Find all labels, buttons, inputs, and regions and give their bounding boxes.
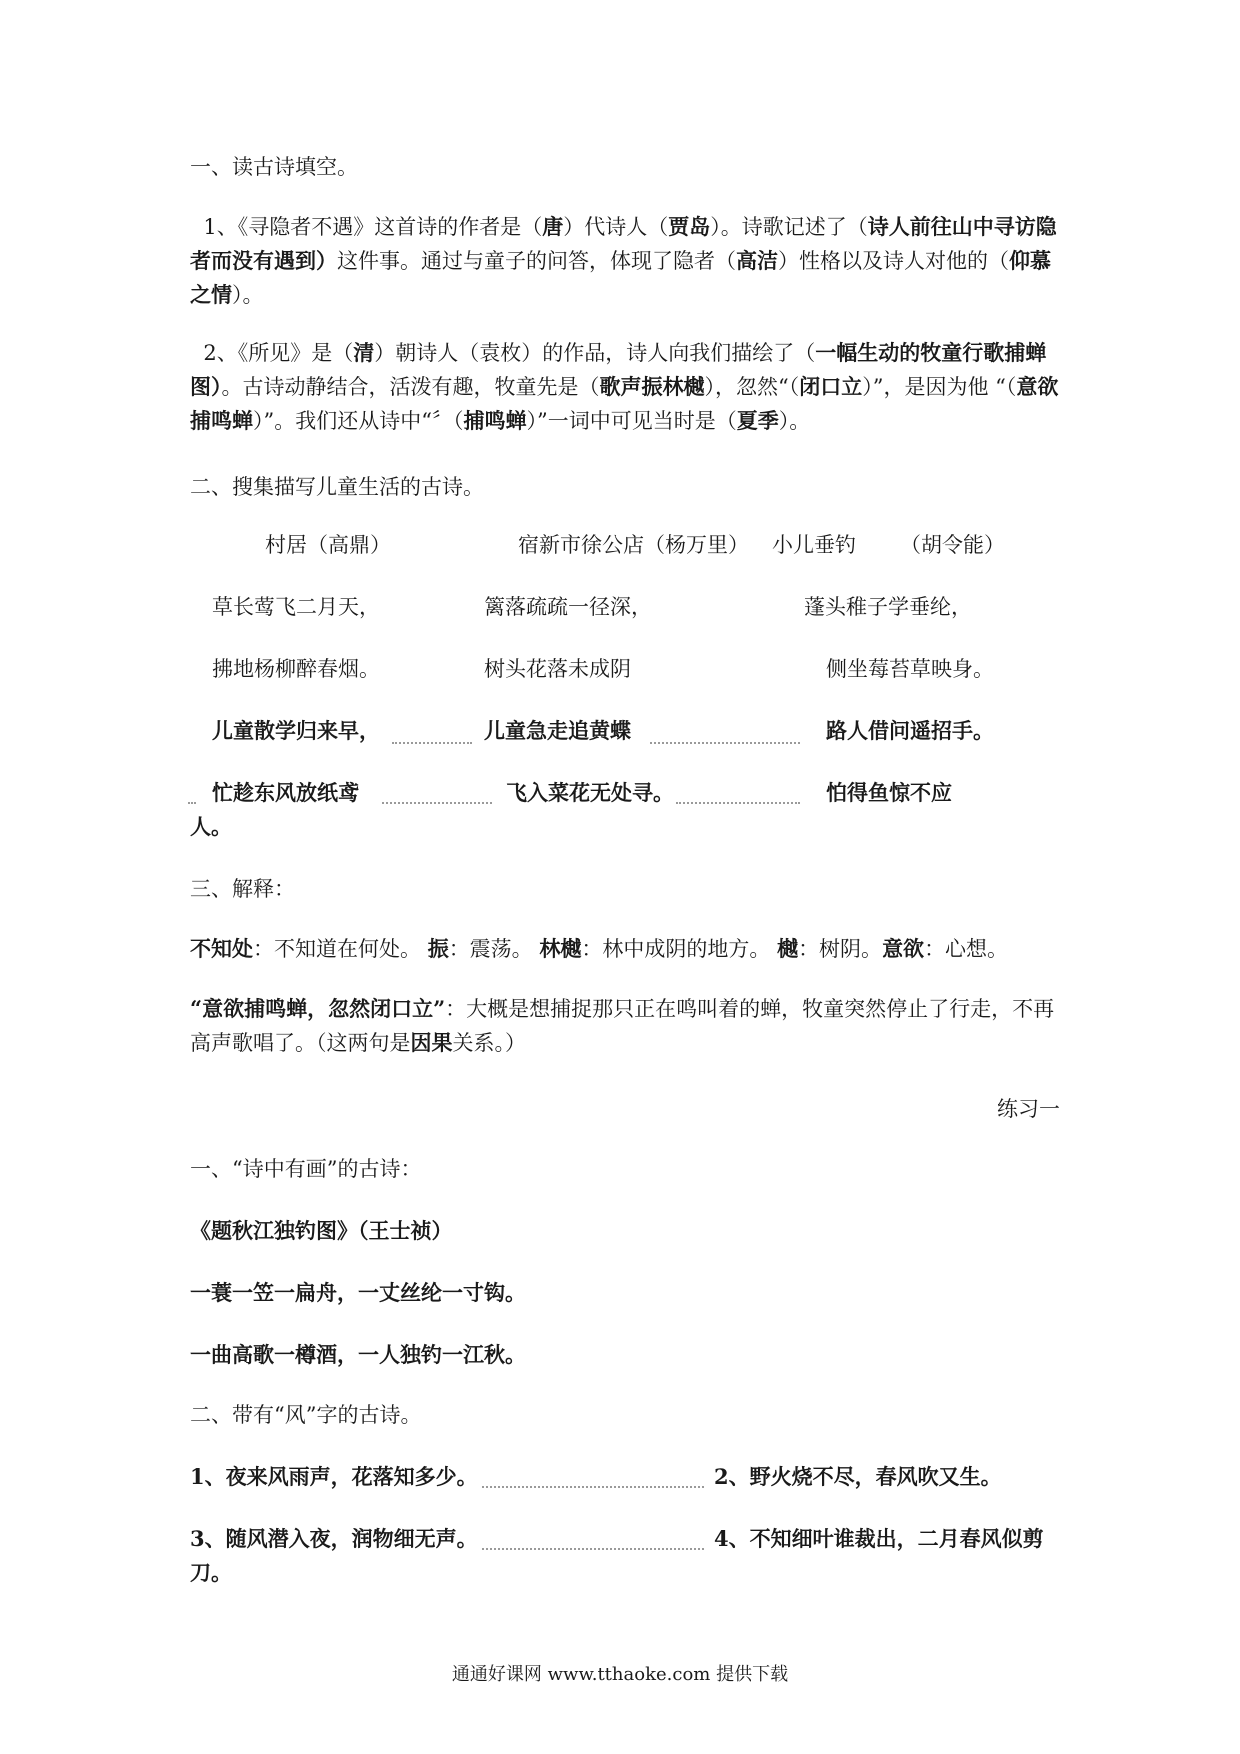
poem-1-line-4: 忙趁东风放纸鸢 (212, 780, 359, 805)
section-1-title: 一、读古诗填空。 (190, 155, 358, 179)
question-1: 1、《寻隐者不遇》这首诗的作者是（唐）代诗人（贾岛）。诗歌记述了（诗人前往山中寻访隐者而没有遇到）这件事。通过与童子的问答，体现了隐者（高洁）性格以及诗人对他的（仰慕之情）。 (190, 214, 1057, 307)
wind-poem-3: 3、随风潜入夜，润物细无声。 (190, 1526, 478, 1551)
wind-poem-2: 2、野火烧不尽，春风吹又生。 (714, 1464, 1002, 1489)
dotted-leader (382, 798, 492, 804)
question-2: 2、《所见》是（清）朝诗人（袁枚）的作品，诗人向我们描绘了（一幅生动的牧童行歌捕蝉图）。古诗动静结合，活泼有趣，牧童先是（歌声振林樾），忽然“（闭口立）”，是因为他 “（意欲捕鸣蝉）”。我们还从诗中“〞（捕鸣蝉）”一词中可见当时是（夏季）。 (190, 340, 1059, 433)
poem-3-line-1: 蓬头稚子学垂纶， (804, 595, 972, 619)
page-footer: 通通好课网 www.tthaoke.com 提供下载 (451, 1664, 789, 1685)
exercise-section-2-title: 二、带有“风”字的古诗。 (190, 1403, 422, 1427)
exercise-poem-line-1: 一蓑一笠一扁舟，一丈丝纶一寸钩。 (190, 1280, 526, 1305)
wind-poem-4: 4、不知细叶谁裁出，二月春风似剪 (714, 1526, 1044, 1551)
poem-1-title: 村居（高鼎） (265, 533, 391, 557)
poem-3-line-4: 怕得鱼惊不应 (826, 780, 952, 805)
poem-3-line-2: 侧坐莓苔草映身。 (826, 657, 994, 681)
dotted-leader (482, 1544, 704, 1550)
poem-2-line-3: 儿童急走追黄蝶 (484, 718, 631, 743)
poem-3-title: 小儿垂钓 (772, 533, 856, 557)
poem-2-line-4: 飞入菜花无处寻。 (506, 780, 674, 805)
dotted-leader (650, 738, 800, 744)
exercise-poem-title: 《题秋江独钓图》（王士祯） (190, 1218, 453, 1243)
poem-2-title: 宿新市徐公店（杨万里） (518, 533, 749, 557)
poem-2-line-2: 树头花落未成阴 (484, 657, 631, 681)
poem-3-line-3: 路人借问遥招手。 (826, 718, 994, 743)
wind-poem-4-wrap: 刀。 (190, 1560, 232, 1585)
dotted-leader (676, 798, 800, 804)
dotted-leader (188, 798, 196, 804)
exercise-poem-line-2: 一曲高歌一樽酒，一人独钓一江秋。 (190, 1342, 526, 1367)
dotted-leader (392, 738, 472, 744)
poem-1-line-1: 草长莺飞二月天， (212, 595, 380, 619)
poem-1-line-2: 拂地杨柳醉春烟。 (212, 657, 380, 681)
poem-3-wrap-end: 人。 (190, 814, 232, 839)
poem-1-line-3: 儿童散学归来早， (212, 718, 380, 743)
exercise-label: 练习一 (997, 1097, 1060, 1121)
term-definitions: 不知处：不知道在何处。 振：震荡。 林樾：林中成阴的地方。 樾：树阴。意欲：心想。 (190, 936, 1009, 961)
quote-explanation: “意欲捕鸣蝉，忽然闭口立”：大概是想捕捉那只正在鸣叫着的蝉，牧童突然停止了行走，不再高声歌唱了。（这两句是因果关系。） (190, 996, 1055, 1055)
poem-2-line-1: 篱落疏疏一径深， (484, 595, 652, 619)
exercise-section-1-title: 一、“诗中有画”的古诗： (190, 1157, 422, 1181)
wind-poem-1: 1、夜来风雨声，花落知多少。 (190, 1464, 478, 1489)
poem-3-author: （胡令能） (900, 533, 1005, 557)
section-2-title: 二、搜集描写儿童生活的古诗。 (190, 475, 484, 499)
section-3-title: 三、解释： (190, 877, 295, 901)
dotted-leader (482, 1482, 704, 1488)
